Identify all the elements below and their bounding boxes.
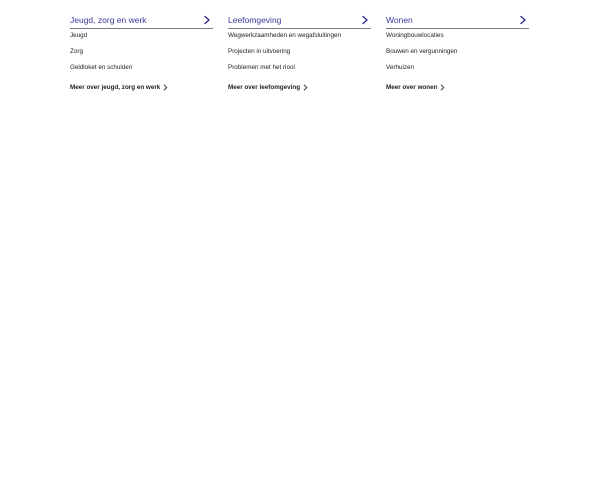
chevron-right-icon — [163, 84, 168, 91]
menu-column-leefomgeving — [228, 0, 371, 91]
menu-link[interactable]: Wegwerkzaamheden en wegafsluitingen — [228, 32, 341, 39]
more-link[interactable] — [228, 82, 308, 92]
menu-link[interactable]: Verhuizen — [386, 64, 415, 71]
menu-column-wonen — [386, 0, 529, 91]
chevron-right-icon — [203, 15, 211, 25]
column-title: Wonen — [386, 15, 413, 25]
menu-link[interactable]: Jeugd — [70, 32, 88, 39]
column-heading-link[interactable] — [70, 0, 213, 29]
menu-link[interactable]: Projecten in uitvoering — [228, 48, 291, 55]
more-link[interactable] — [70, 82, 168, 92]
more-link-label: Meer over jeugd, zorg en werk — [70, 83, 161, 91]
chevron-right-icon — [303, 84, 308, 91]
menu-link[interactable]: Problemen met het riool — [228, 64, 295, 71]
menu-link[interactable]: Bouwen en vergunningen — [386, 48, 458, 55]
menu-link[interactable]: Zorg — [70, 48, 83, 55]
mega-menu — [70, 0, 529, 100]
menu-link[interactable]: Geldloket en schulden — [70, 64, 133, 71]
column-heading-link[interactable] — [228, 0, 371, 29]
more-link[interactable] — [386, 82, 445, 92]
chevron-right-icon — [440, 84, 445, 91]
chevron-right-icon — [361, 15, 369, 25]
menu-column-jeugd-zorg-werk — [70, 0, 213, 91]
more-link-label: Meer over leefomgeving — [228, 83, 301, 91]
column-title: Leefomgeving — [228, 15, 282, 25]
column-title: Jeugd, zorg en werk — [70, 15, 147, 25]
more-link-label: Meer over wonen — [386, 83, 438, 91]
chevron-right-icon — [519, 15, 527, 25]
menu-link[interactable]: Woningbouwlocaties — [386, 32, 444, 39]
column-heading-link[interactable] — [386, 0, 529, 29]
